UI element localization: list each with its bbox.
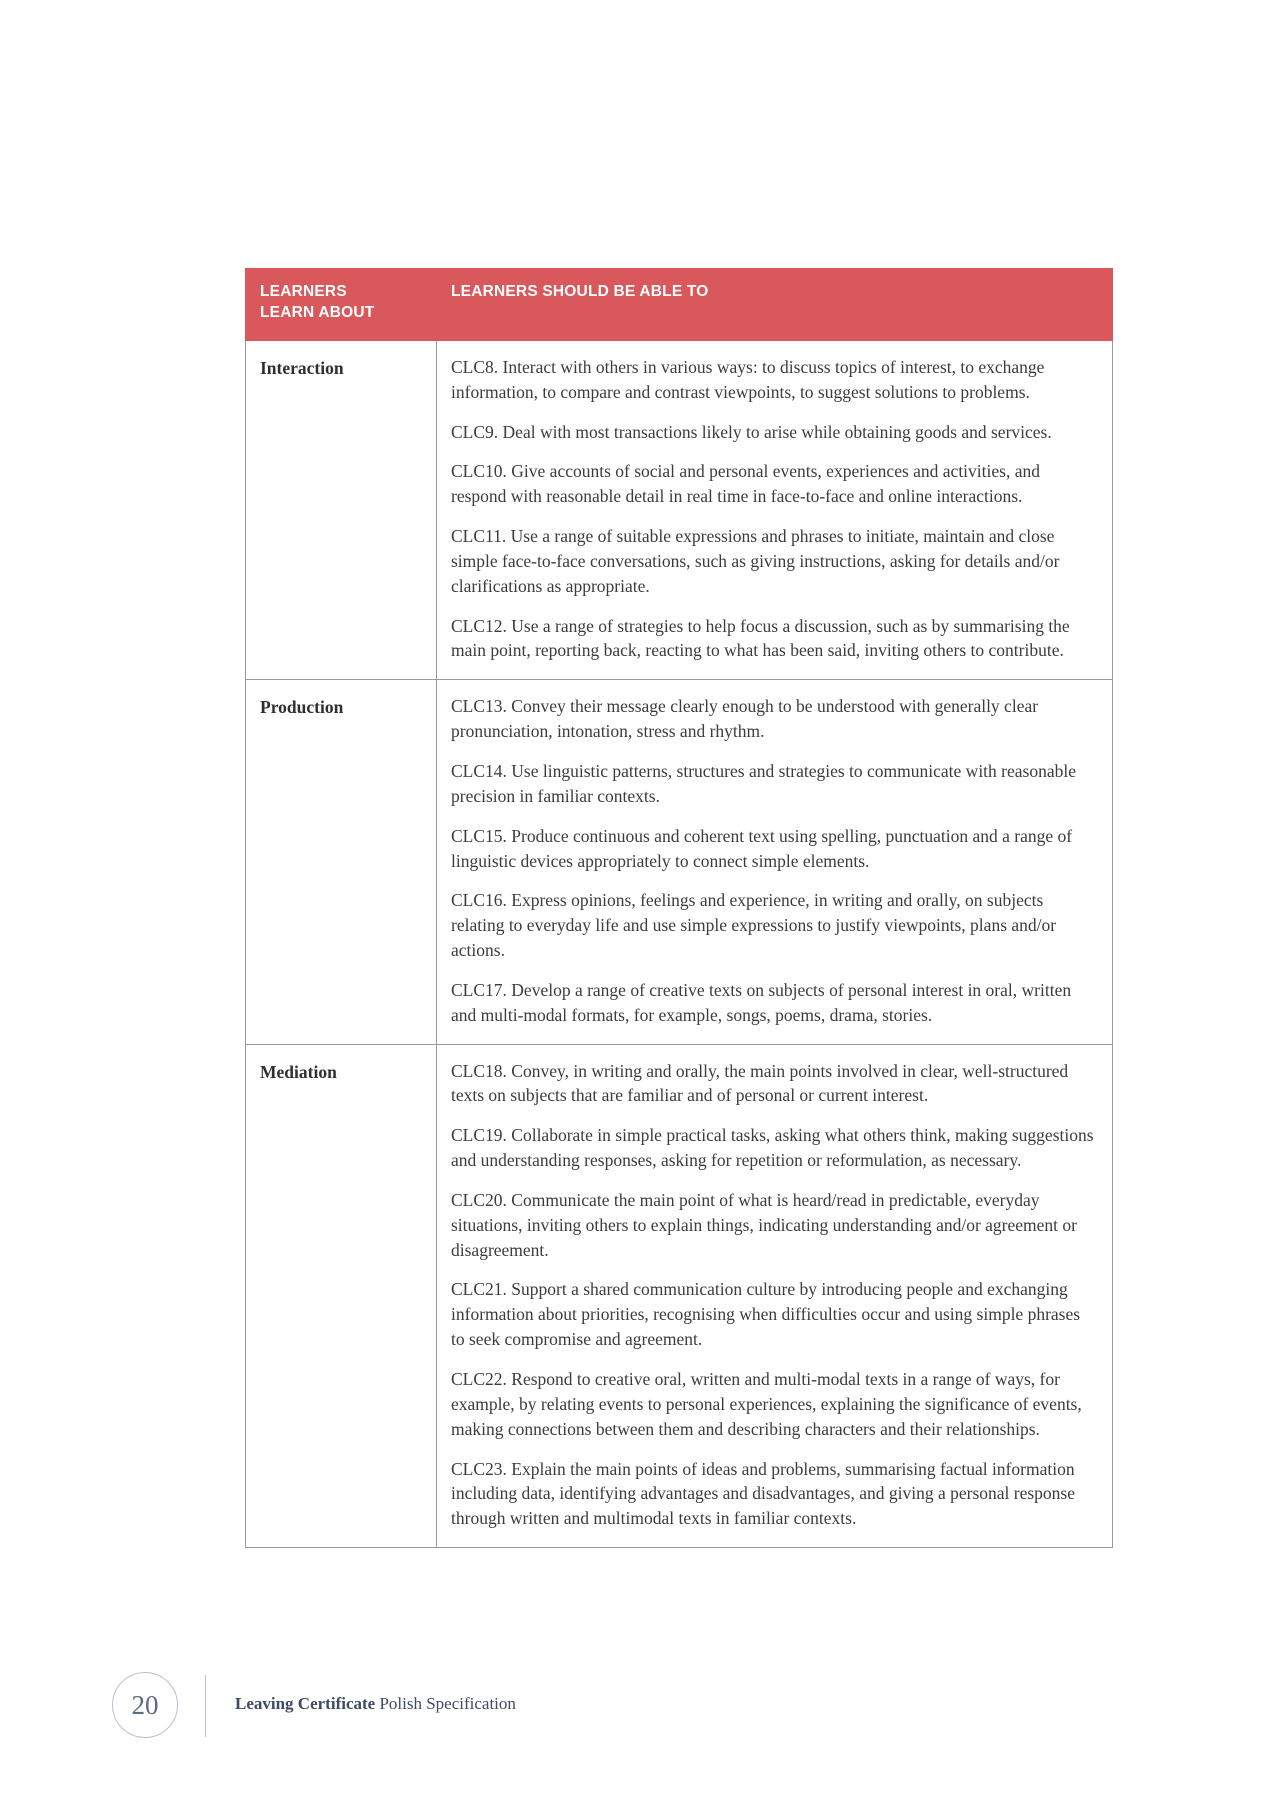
table-row [246,680,1113,1044]
header-learners-learn-about [246,269,437,341]
outcome-item: CLC12. Use a range of strategies to help focus a discussion, such as by summarising the main point, reporting back, reacting to what has been said, inviting others to contribute. [451,615,1070,661]
outcomes-cell [437,340,1113,679]
header-learn-about-line1: LEARNERS [260,283,347,300]
header-learners-should-be-able-to: LEARNERS SHOULD BE ABLE TO [437,269,1113,341]
footer-title-light: Polish Specification [379,1694,516,1713]
footer-title-bold: Leaving Certificate [235,1694,376,1713]
outcomes-cell [437,1044,1113,1548]
learning-outcomes-table [245,268,1113,1548]
outcomes-cell [437,680,1113,1044]
learn-about-cell: Interaction [246,340,437,679]
table-row [246,1044,1113,1548]
outcome-item: CLC17. Develop a range of creative texts on subjects of personal interest in oral, written and multi-modal formats, for example, songs, poems, drama, stories. [451,979,1072,1025]
table-row [246,340,1113,679]
outcome-item: CLC21. Support a shared communication culture by introducing people and exchanging information about priorities, recognising when difficulties occur and using simple phrases to seek compromise and agreement. [451,1279,1081,1350]
outcome-item: CLC16. Express opinions, feelings and experience, in writing and orally, on subjects relating to everyday life and use simple expressions to justify viewpoints, plans and/or actions. [451,890,1057,961]
table-body [246,340,1113,1547]
header-learn-about-line2: LEARN ABOUT [260,303,375,321]
outcome-item: CLC22. Respond to creative oral, written and multi-modal texts in a range of ways, for example, by relating events to personal experiences, explaining the significance of events, making connections between them and describing characters and their relationships. [451,1369,1082,1439]
page-number-badge [112,1672,178,1738]
learn-about-cell: Production [246,680,437,1044]
outcome-item: CLC9. Deal with most transactions likely to arise while obtaining goods and services. [451,421,1052,442]
outcome-item: CLC8. Interact with others in various ways: to discuss topics of interest, to exchange information, to compare and contrast viewpoints, to suggest solutions to problems. [451,356,1045,402]
footer-title [235,1694,516,1714]
outcome-item: CLC15. Produce continuous and coherent text using spelling, punctuation and a range of linguistic devices appropriately to connect simple elements. [451,825,1073,871]
outcome-item: CLC23. Explain the main points of ideas and problems, summarising factual information including data, identifying advantages and disadvantages, and giving a personal response through written and multimodal texts in familiar contexts. [451,1458,1075,1529]
page-number: 20 [131,1689,159,1720]
outcome-item: CLC14. Use linguistic patterns, structures and strategies to communicate with reasonable precision in familiar contexts. [451,760,1076,806]
table-header [246,269,1113,341]
table-header-row [246,269,1113,341]
outcome-item: CLC20. Communicate the main point of what is heard/read in predictable, everyday situations, inviting others to explain things, indicating understanding and/or agreement or disagreement. [451,1189,1077,1260]
learning-outcomes-table-wrapper [245,268,1113,1548]
outcome-item: CLC11. Use a range of suitable expressions and phrases to initiate, maintain and close simple face-to-face conversations, such as giving instructions, asking for details and/or clarifications as appropriate. [451,526,1060,596]
outcome-item: CLC18. Convey, in writing and orally, the main points involved in clear, well-structured texts on subjects that are familiar and of personal or current interest. [451,1060,1069,1106]
learn-about-cell: Mediation [246,1044,437,1548]
outcome-item: CLC10. Give accounts of social and personal events, experiences and activities, and respond with reasonable detail in real time in face-to-face and online interactions. [451,461,1040,507]
outcome-item: CLC13. Convey their message clearly enough to be understood with generally clear pronunciation, intonation, stress and rhythm. [451,696,1039,742]
footer-divider [205,1675,206,1737]
page-footer [112,1672,1112,1742]
outcome-item: CLC19. Collaborate in simple practical tasks, asking what others think, making suggestions and understanding responses, asking for repetition or reformulation, as necessary. [451,1125,1094,1171]
